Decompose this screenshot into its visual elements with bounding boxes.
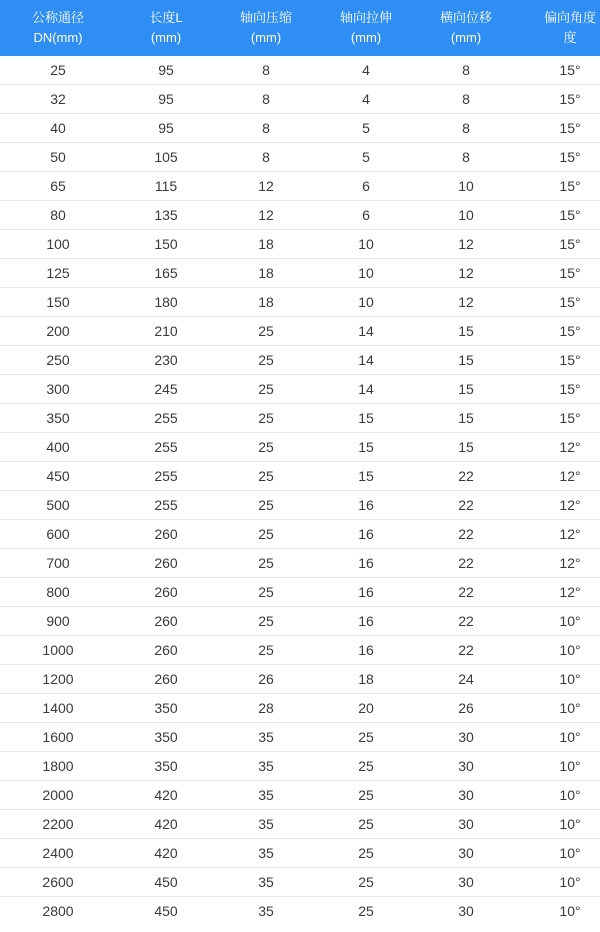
table-cell: 260	[116, 578, 216, 607]
table-cell: 15°	[516, 317, 600, 346]
table-cell: 5	[316, 114, 416, 143]
table-cell: 15	[416, 433, 516, 462]
column-header-unit: DN(mm)	[33, 30, 83, 45]
table-row	[0, 636, 600, 665]
column-header-length	[116, 0, 216, 56]
table-cell: 10	[416, 172, 516, 201]
table-cell: 25	[216, 636, 316, 665]
table-cell: 10°	[516, 694, 600, 723]
table-cell: 12	[216, 172, 316, 201]
table-cell: 10	[316, 288, 416, 317]
table-row	[0, 868, 600, 897]
table-cell: 12°	[516, 491, 600, 520]
table-cell: 10°	[516, 839, 600, 868]
table-cell: 15°	[516, 346, 600, 375]
table-cell: 8	[216, 85, 316, 114]
table-cell: 18	[216, 259, 316, 288]
table-cell: 30	[416, 868, 516, 897]
table-cell: 22	[416, 491, 516, 520]
column-header-unit: 度	[563, 30, 577, 45]
table-cell: 210	[116, 317, 216, 346]
table-cell: 22	[416, 636, 516, 665]
table-cell: 8	[216, 56, 316, 85]
table-cell: 15°	[516, 114, 600, 143]
table-cell: 25	[216, 433, 316, 462]
table-cell: 420	[116, 839, 216, 868]
table-cell: 255	[116, 462, 216, 491]
table-cell: 800	[0, 578, 116, 607]
table-row	[0, 491, 600, 520]
table-cell: 8	[216, 143, 316, 172]
table-cell: 30	[416, 810, 516, 839]
table-cell: 260	[116, 520, 216, 549]
table-cell: 10	[316, 230, 416, 259]
table-cell: 260	[116, 665, 216, 694]
table-cell: 25	[316, 723, 416, 752]
table-cell: 2800	[0, 897, 116, 926]
table-cell: 25	[216, 317, 316, 346]
column-header-axial-extension	[316, 0, 416, 56]
table-row	[0, 665, 600, 694]
table-cell: 18	[216, 230, 316, 259]
column-header-lateral-displacement	[416, 0, 516, 56]
table-cell: 22	[416, 607, 516, 636]
table-cell: 10	[316, 259, 416, 288]
table-cell: 50	[0, 143, 116, 172]
column-header-axial-compression	[216, 0, 316, 56]
table-cell: 25	[216, 549, 316, 578]
table-cell: 35	[216, 839, 316, 868]
table-cell: 450	[0, 462, 116, 491]
table-cell: 16	[316, 607, 416, 636]
table-cell: 105	[116, 143, 216, 172]
table-cell: 30	[416, 723, 516, 752]
table-cell: 255	[116, 491, 216, 520]
table-row	[0, 375, 600, 404]
table-cell: 260	[116, 607, 216, 636]
table-cell: 24	[416, 665, 516, 694]
table-row	[0, 230, 600, 259]
table-cell: 420	[116, 810, 216, 839]
table-cell: 15°	[516, 259, 600, 288]
table-cell: 10	[416, 201, 516, 230]
table-cell: 25	[216, 404, 316, 433]
table-cell: 25	[316, 868, 416, 897]
table-cell: 16	[316, 578, 416, 607]
table-row	[0, 317, 600, 346]
table-cell: 900	[0, 607, 116, 636]
table-cell: 26	[416, 694, 516, 723]
table-row	[0, 781, 600, 810]
table-cell: 125	[0, 259, 116, 288]
table-cell: 400	[0, 433, 116, 462]
table-cell: 350	[116, 752, 216, 781]
table-cell: 1600	[0, 723, 116, 752]
table-cell: 25	[216, 520, 316, 549]
table-cell: 25	[316, 810, 416, 839]
column-header-title: 轴向拉伸	[339, 10, 392, 25]
table-cell: 25	[216, 462, 316, 491]
table-cell: 35	[216, 868, 316, 897]
table-cell: 15	[316, 462, 416, 491]
table-cell: 8	[416, 143, 516, 172]
table-cell: 12	[216, 201, 316, 230]
table-cell: 25	[216, 607, 316, 636]
table-cell: 10°	[516, 752, 600, 781]
table-cell: 2400	[0, 839, 116, 868]
table-cell: 12°	[516, 578, 600, 607]
table-cell: 10°	[516, 665, 600, 694]
table-cell: 350	[116, 694, 216, 723]
table-cell: 8	[416, 56, 516, 85]
table-cell: 15°	[516, 56, 600, 85]
table-cell: 80	[0, 201, 116, 230]
table-cell: 15°	[516, 85, 600, 114]
table-cell: 18	[216, 288, 316, 317]
table-cell: 25	[316, 781, 416, 810]
table-cell: 25	[316, 839, 416, 868]
table-cell: 22	[416, 462, 516, 491]
table-cell: 2000	[0, 781, 116, 810]
table-cell: 25	[0, 56, 116, 85]
table-cell: 500	[0, 491, 116, 520]
table-row	[0, 607, 600, 636]
table-cell: 95	[116, 85, 216, 114]
table-cell: 4	[316, 85, 416, 114]
table-cell: 1400	[0, 694, 116, 723]
table-cell: 15°	[516, 201, 600, 230]
table-cell: 2600	[0, 868, 116, 897]
table-cell: 255	[116, 404, 216, 433]
table-cell: 300	[0, 375, 116, 404]
table-cell: 10°	[516, 781, 600, 810]
table-cell: 30	[416, 781, 516, 810]
table-row	[0, 404, 600, 433]
table-cell: 95	[116, 114, 216, 143]
table-header	[0, 0, 600, 56]
table-cell: 135	[116, 201, 216, 230]
table-row	[0, 201, 600, 230]
table-cell: 15	[416, 317, 516, 346]
table-row	[0, 346, 600, 375]
table-cell: 6	[316, 201, 416, 230]
table-cell: 180	[116, 288, 216, 317]
column-header-nominal-diameter	[0, 0, 116, 56]
table-row	[0, 433, 600, 462]
table-cell: 450	[116, 868, 216, 897]
table-cell: 15	[416, 375, 516, 404]
column-header-unit: (mm)	[250, 30, 282, 45]
table-cell: 10°	[516, 810, 600, 839]
table-row	[0, 288, 600, 317]
table-row	[0, 85, 600, 114]
table-cell: 700	[0, 549, 116, 578]
table-cell: 5	[316, 143, 416, 172]
table-row	[0, 143, 600, 172]
table-cell: 65	[0, 172, 116, 201]
table-row	[0, 897, 600, 926]
table-cell: 14	[316, 346, 416, 375]
table-cell: 25	[216, 491, 316, 520]
table-cell: 35	[216, 723, 316, 752]
column-header-title: 横向位移	[439, 10, 492, 25]
table-cell: 30	[416, 897, 516, 926]
table-row	[0, 752, 600, 781]
table-cell: 12	[416, 230, 516, 259]
table-cell: 10°	[516, 868, 600, 897]
table-cell: 30	[416, 839, 516, 868]
table-cell: 35	[216, 781, 316, 810]
table-cell: 245	[116, 375, 216, 404]
table-cell: 10°	[516, 897, 600, 926]
table-cell: 25	[316, 752, 416, 781]
column-header-unit: (mm)	[350, 30, 382, 45]
table-cell: 350	[0, 404, 116, 433]
table-cell: 250	[0, 346, 116, 375]
column-header-title: 轴向压缩	[239, 10, 292, 25]
table-cell: 12°	[516, 462, 600, 491]
table-body	[0, 56, 600, 925]
table-cell: 22	[416, 520, 516, 549]
table-cell: 255	[116, 433, 216, 462]
table-cell: 25	[316, 897, 416, 926]
table-cell: 12°	[516, 549, 600, 578]
table-cell: 15	[316, 433, 416, 462]
table-cell: 25	[216, 578, 316, 607]
table-cell: 100	[0, 230, 116, 259]
column-header-unit: (mm)	[150, 30, 182, 45]
table-cell: 10°	[516, 607, 600, 636]
table-cell: 350	[116, 723, 216, 752]
table-row	[0, 114, 600, 143]
table-cell: 15°	[516, 404, 600, 433]
column-header-title: 偏向角度	[543, 10, 596, 25]
table-cell: 25	[216, 346, 316, 375]
table-cell: 600	[0, 520, 116, 549]
column-header-title: 公称通径	[31, 10, 84, 25]
header-row	[0, 0, 600, 56]
table-cell: 10°	[516, 723, 600, 752]
table-row	[0, 723, 600, 752]
table-cell: 16	[316, 636, 416, 665]
table-cell: 40	[0, 114, 116, 143]
table-cell: 32	[0, 85, 116, 114]
table-cell: 6	[316, 172, 416, 201]
table-cell: 1800	[0, 752, 116, 781]
table-cell: 4	[316, 56, 416, 85]
table-cell: 22	[416, 549, 516, 578]
table-cell: 8	[416, 114, 516, 143]
table-cell: 10°	[516, 636, 600, 665]
table-cell: 15°	[516, 375, 600, 404]
table-cell: 95	[116, 56, 216, 85]
column-header-title: 长度L	[149, 10, 183, 25]
table-cell: 15	[416, 404, 516, 433]
table-cell: 14	[316, 375, 416, 404]
table-cell: 12	[416, 288, 516, 317]
table-cell: 230	[116, 346, 216, 375]
table-cell: 450	[116, 897, 216, 926]
table-cell: 16	[316, 520, 416, 549]
table-cell: 14	[316, 317, 416, 346]
table-cell: 15	[316, 404, 416, 433]
table-row	[0, 549, 600, 578]
column-header-deflection-angle	[516, 0, 600, 56]
table-cell: 1000	[0, 636, 116, 665]
table-row	[0, 462, 600, 491]
table-row	[0, 520, 600, 549]
table-cell: 16	[316, 549, 416, 578]
table-cell: 2200	[0, 810, 116, 839]
table-cell: 15°	[516, 143, 600, 172]
table-cell: 18	[316, 665, 416, 694]
table-cell: 8	[416, 85, 516, 114]
table-cell: 15°	[516, 230, 600, 259]
table-cell: 20	[316, 694, 416, 723]
table-cell: 260	[116, 549, 216, 578]
table-cell: 35	[216, 752, 316, 781]
table-cell: 150	[116, 230, 216, 259]
table-cell: 8	[216, 114, 316, 143]
table-row	[0, 578, 600, 607]
table-cell: 1200	[0, 665, 116, 694]
table-cell: 15°	[516, 172, 600, 201]
table-cell: 15	[416, 346, 516, 375]
table-cell: 12	[416, 259, 516, 288]
table-cell: 25	[216, 375, 316, 404]
table-cell: 165	[116, 259, 216, 288]
table-cell: 35	[216, 897, 316, 926]
table-cell: 150	[0, 288, 116, 317]
table-row	[0, 694, 600, 723]
table-row	[0, 56, 600, 85]
table-cell: 12°	[516, 520, 600, 549]
table-row	[0, 839, 600, 868]
table-cell: 420	[116, 781, 216, 810]
table-row	[0, 810, 600, 839]
table-cell: 30	[416, 752, 516, 781]
table-cell: 26	[216, 665, 316, 694]
table-cell: 35	[216, 810, 316, 839]
table-cell: 16	[316, 491, 416, 520]
table-cell: 22	[416, 578, 516, 607]
table-row	[0, 172, 600, 201]
table-cell: 12°	[516, 433, 600, 462]
table-row	[0, 259, 600, 288]
table-cell: 28	[216, 694, 316, 723]
table-cell: 15°	[516, 288, 600, 317]
table-cell: 115	[116, 172, 216, 201]
table-cell: 200	[0, 317, 116, 346]
column-header-unit: (mm)	[450, 30, 482, 45]
table-cell: 260	[116, 636, 216, 665]
